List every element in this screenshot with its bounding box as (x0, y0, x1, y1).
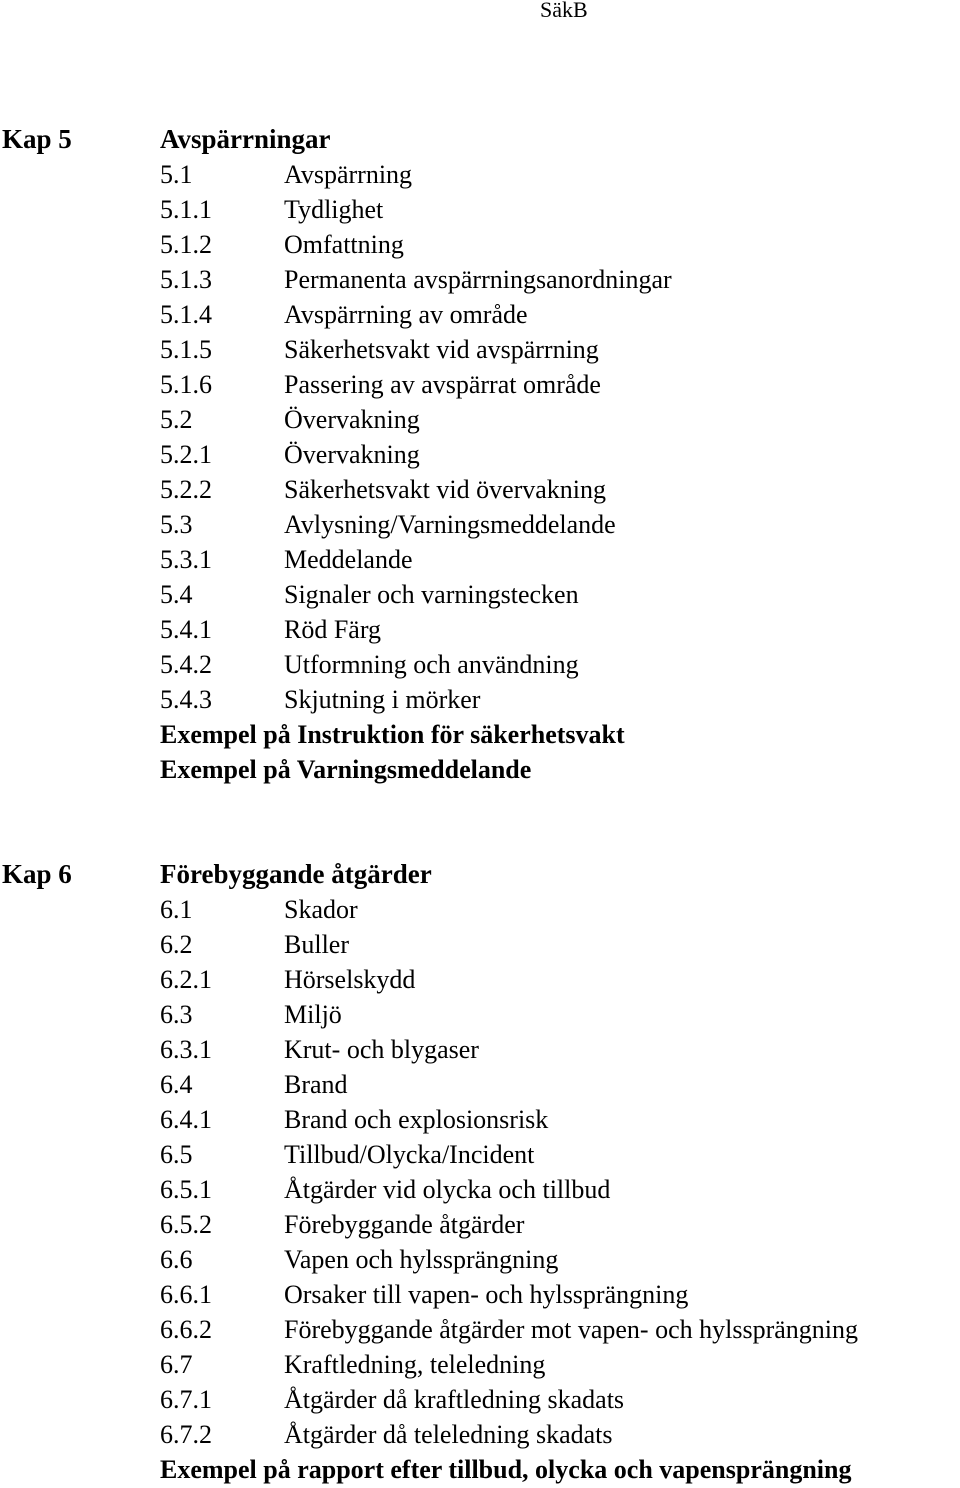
chapter-kap6 (160, 857, 960, 1487)
example-entry: Exempel på Varningsmeddelande (160, 755, 532, 784)
toc-entry (160, 262, 960, 297)
toc-entry (160, 1102, 960, 1137)
page-header: SäkB (540, 0, 588, 22)
toc-entry (160, 927, 960, 962)
section-number: 5.2.2 (160, 475, 212, 504)
section-title: Orsaker till vapen- och hylssprängning (284, 1280, 689, 1309)
section-number: 5.3 (160, 510, 193, 539)
toc-entry (160, 612, 960, 647)
section-number: 5.4 (160, 580, 193, 609)
toc-entry (160, 1277, 960, 1312)
section-title: Omfattning (284, 230, 404, 259)
section-title: Miljö (284, 1000, 342, 1029)
section-number: 5.2 (160, 405, 193, 434)
section-title: Permanenta avspärrningsanordningar (284, 265, 672, 294)
section-title: Skjutning i mörker (284, 685, 481, 714)
section-number: 6.7 (160, 1350, 193, 1379)
section-number: 5.1.4 (160, 300, 212, 329)
section-title: Avlysning/Varningsmeddelande (284, 510, 616, 539)
section-number: 5.1.5 (160, 335, 212, 364)
toc-entry (160, 507, 960, 542)
toc-entry (160, 192, 960, 227)
section-title: Kraftledning, teleledning (284, 1350, 546, 1379)
toc-entry (160, 227, 960, 262)
section-number: 5.1 (160, 160, 193, 189)
section-number: 6.3.1 (160, 1035, 212, 1064)
section-title: Passering av avspärrat område (284, 370, 601, 399)
toc-entry (160, 682, 960, 717)
section-number: 5.1.2 (160, 230, 212, 259)
section-title: Övervakning (284, 405, 420, 434)
section-title: Hörselskydd (284, 965, 416, 994)
section-title: Krut- och blygaser (284, 1035, 479, 1064)
toc-entry (160, 437, 960, 472)
toc-entry (160, 402, 960, 437)
toc-entry (160, 577, 960, 612)
section-title: Åtgärder vid olycka och tillbud (284, 1175, 611, 1204)
section-title: Avspärrning (284, 160, 413, 189)
toc-entry (160, 1207, 960, 1242)
toc-entry (160, 1137, 960, 1172)
section-number: 5.1.1 (160, 195, 212, 224)
toc-entry (160, 1032, 960, 1067)
section-number: 5.1.6 (160, 370, 212, 399)
section-number: 6.2 (160, 930, 193, 959)
toc-entry (160, 367, 960, 402)
section-number: 5.4.1 (160, 615, 212, 644)
section-number: 6.1 (160, 895, 193, 924)
section-title: Tydlighet (284, 195, 384, 224)
section-title: Åtgärder då kraftledning skadats (284, 1385, 625, 1414)
toc-entry (160, 332, 960, 367)
section-number: 6.7.2 (160, 1420, 212, 1449)
toc-entry (160, 1347, 960, 1382)
section-number: 5.2.1 (160, 440, 212, 469)
section-number: 6.4 (160, 1070, 193, 1099)
section-title: Säkerhetsvakt vid övervakning (284, 475, 607, 504)
toc-entry (160, 997, 960, 1032)
section-title: Förebyggande åtgärder mot vapen- och hylssprängning (284, 1315, 859, 1344)
section-number: 6.5.2 (160, 1210, 212, 1239)
toc-entry (160, 297, 960, 332)
chapter-kap5 (160, 122, 960, 787)
section-number: 6.6 (160, 1245, 193, 1274)
section-title: Tillbud/Olycka/Incident (284, 1140, 535, 1169)
toc-entry (160, 542, 960, 577)
section-title: Övervakning (284, 440, 420, 469)
toc-list (160, 157, 960, 717)
section-number: 5.4.3 (160, 685, 212, 714)
toc-entry (160, 1382, 960, 1417)
section-title: Förebyggande åtgärder (284, 1210, 525, 1239)
section-title: Utformning och användning (284, 650, 579, 679)
section-title: Brand och explosionsrisk (284, 1105, 549, 1134)
toc-extras (160, 1452, 960, 1487)
section-number: 6.5 (160, 1140, 193, 1169)
section-title: Brand (284, 1070, 348, 1099)
section-title: Skador (284, 895, 358, 924)
toc-entry (160, 157, 960, 192)
example-entry: Exempel på Instruktion för säkerhetsvakt (160, 720, 625, 749)
chapter-title: Förebyggande åtgärder (160, 859, 432, 889)
toc-entry (160, 1242, 960, 1277)
section-title: Vapen och hylssprängning (284, 1245, 559, 1274)
chapter-title: Avspärrningar (160, 124, 331, 154)
toc-entry (160, 1417, 960, 1452)
section-title: Meddelande (284, 545, 413, 574)
section-title: Buller (284, 930, 349, 959)
section-number: 6.2.1 (160, 965, 212, 994)
toc-entry (160, 1172, 960, 1207)
toc-entry (160, 1067, 960, 1102)
toc-entry (160, 892, 960, 927)
toc-entry (160, 472, 960, 507)
section-title: Röd Färg (284, 615, 382, 644)
toc-entry (160, 962, 960, 997)
section-number: 6.3 (160, 1000, 193, 1029)
chapter-label-kap6: Kap 6 (2, 859, 72, 889)
toc-extras (160, 717, 960, 787)
section-number: 6.5.1 (160, 1175, 212, 1204)
toc-entry (160, 647, 960, 682)
section-number: 6.4.1 (160, 1105, 212, 1134)
section-title: Åtgärder då teleledning skadats (284, 1420, 613, 1449)
section-title: Avspärrning av område (284, 300, 528, 329)
section-title: Signaler och varningstecken (284, 580, 579, 609)
example-entry: Exempel på rapport efter tillbud, olycka och vapensprängning (160, 1455, 852, 1484)
section-number: 6.7.1 (160, 1385, 212, 1414)
section-number: 5.3.1 (160, 545, 212, 574)
section-number: 6.6.1 (160, 1280, 212, 1309)
section-title: Säkerhetsvakt vid avspärrning (284, 335, 599, 364)
section-number: 5.1.3 (160, 265, 212, 294)
chapter-label-kap5: Kap 5 (2, 124, 72, 154)
toc-list (160, 892, 960, 1452)
toc-entry (160, 1312, 960, 1347)
section-number: 5.4.2 (160, 650, 212, 679)
section-number: 6.6.2 (160, 1315, 212, 1344)
